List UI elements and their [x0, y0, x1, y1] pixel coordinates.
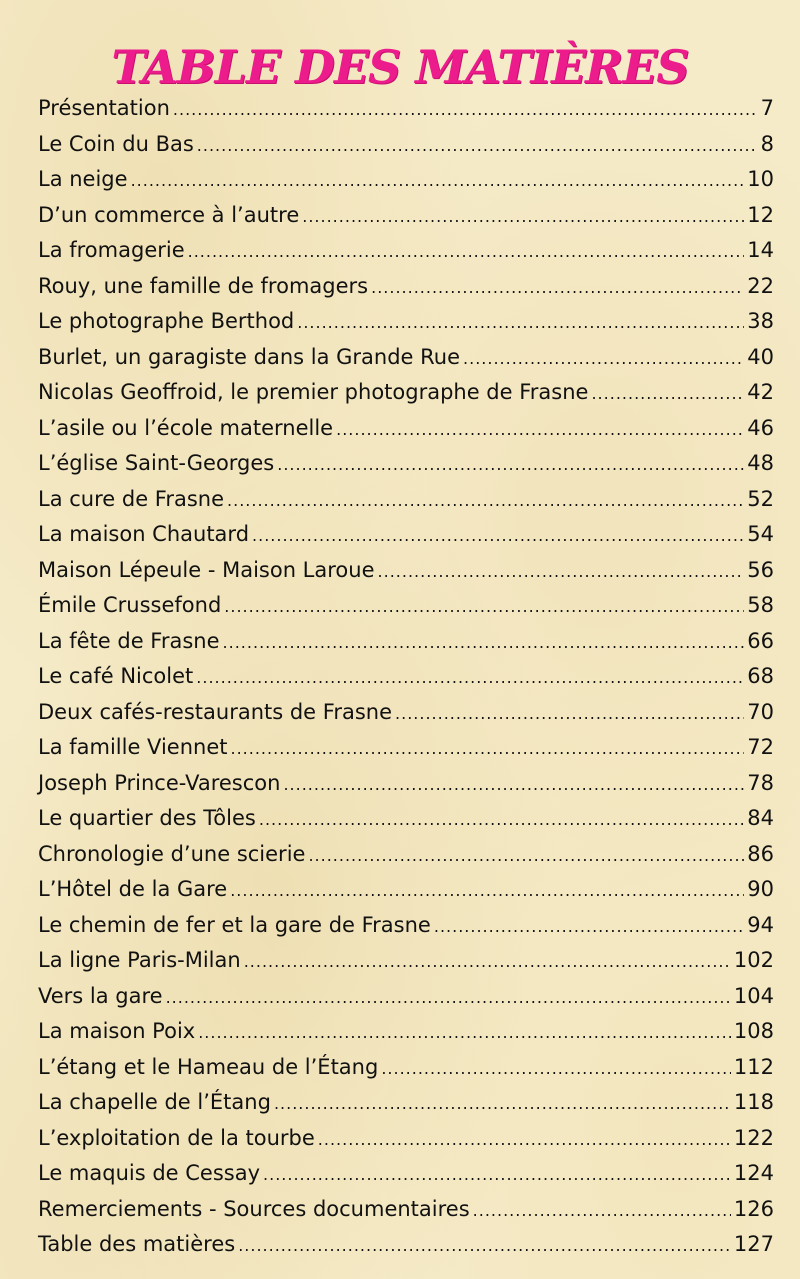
toc-entry-label: Maison Lépeule - Maison Laroue [38, 557, 375, 582]
dot-leader [230, 873, 744, 909]
toc-entry-page-number: 70 [747, 699, 774, 724]
toc-entry [38, 943, 774, 979]
table-of-contents [38, 91, 774, 1263]
toc-entry [38, 1085, 774, 1121]
toc-entry-page-number: 7 [760, 96, 774, 120]
toc-entry [38, 659, 774, 695]
dot-leader [463, 341, 744, 377]
toc-entry [38, 162, 774, 198]
toc-entry [38, 91, 774, 127]
dot-leader [227, 483, 744, 519]
toc-entry-page-number: 102 [733, 948, 774, 972]
toc-entry [38, 411, 774, 447]
toc-entry-label: Vers la gare [38, 983, 163, 1008]
toc-entry-label: Remerciements - Sources documentaires [38, 1196, 470, 1221]
toc-entry-label: La chapelle de l’Étang [38, 1090, 271, 1114]
toc-entry-label: L’exploitation de la tourbe [38, 1125, 315, 1150]
dot-leader [434, 909, 744, 945]
toc-entry-page-number: 94 [747, 912, 774, 937]
toc-entry-label: Le Coin du Bas [38, 131, 194, 156]
toc-entry-label: L’asile ou l’école maternelle [38, 415, 334, 440]
toc-entry-page-number: 124 [733, 1161, 774, 1185]
toc-entry-label: Le chemin de fer et la gare de Frasne [38, 912, 431, 937]
toc-entry-page-number: 86 [747, 841, 774, 866]
toc-entry [38, 801, 774, 837]
page-title: TABLE DES MATIÈRES [111, 39, 689, 94]
toc-entry-label: La famille Viennet [38, 735, 228, 759]
dot-leader [283, 767, 744, 803]
toc-entry [38, 624, 774, 660]
toc-entry [38, 979, 774, 1015]
dot-leader [308, 838, 744, 874]
toc-entry-page-number: 72 [747, 735, 774, 759]
toc-entry [38, 1156, 774, 1192]
toc-entry-page-number: 22 [747, 273, 774, 298]
toc-entry-label: D’un commerce à l’autre [38, 202, 300, 227]
toc-entry-label: Nicolas Geoffroid, le premier photographe de Frasne [38, 380, 589, 404]
toc-entry [38, 695, 774, 731]
dot-leader [231, 731, 745, 767]
toc-entry [38, 837, 774, 873]
toc-entry-label: Le photographe Berthod [38, 309, 295, 333]
toc-entry-label: Deux cafés-restaurants de Frasne [38, 699, 393, 724]
dot-leader [297, 305, 744, 341]
dot-leader [188, 234, 745, 270]
toc-entry [38, 766, 774, 802]
toc-entry-label: Le quartier des Tôles [38, 806, 256, 830]
dot-leader [223, 625, 745, 661]
dot-leader [277, 447, 744, 483]
dot-leader [378, 554, 745, 590]
dot-leader [259, 802, 744, 838]
toc-entry [38, 553, 774, 589]
toc-entry-page-number: 56 [747, 557, 774, 582]
toc-entry-page-number: 38 [747, 309, 774, 333]
toc-entry-page-number: 10 [747, 167, 774, 191]
toc-entry [38, 872, 774, 908]
toc-entry-label: La cure de Frasne [38, 486, 225, 511]
dot-leader [252, 518, 744, 554]
toc-entry-page-number: 68 [747, 664, 774, 688]
toc-entry-page-number: 78 [747, 770, 774, 795]
toc-entry [38, 1192, 774, 1228]
dot-leader [173, 92, 758, 128]
dot-leader [166, 980, 731, 1016]
toc-entry-label: La maison Poix [38, 1019, 196, 1043]
toc-entry-page-number: 108 [733, 1019, 774, 1043]
toc-entry-label: L’Hôtel de la Gare [38, 877, 228, 901]
toc-entry-label: Table des matières [38, 1232, 236, 1256]
dot-leader [318, 1122, 731, 1158]
toc-entry-page-number: 42 [747, 380, 774, 404]
dot-leader [302, 199, 744, 235]
toc-entry-page-number: 12 [747, 202, 774, 227]
toc-entry-page-number: 127 [733, 1232, 774, 1256]
toc-entry-page-number: 52 [747, 486, 774, 511]
toc-entry-page-number: 14 [747, 238, 774, 262]
dot-leader [274, 1086, 731, 1122]
dot-leader [263, 1157, 731, 1193]
toc-entry [38, 517, 774, 553]
toc-entry-page-number: 46 [747, 415, 774, 440]
toc-entry [38, 1050, 774, 1086]
toc-entry-page-number: 84 [747, 806, 774, 830]
toc-entry-page-number: 118 [733, 1090, 774, 1114]
toc-entry-label: Présentation [38, 96, 170, 120]
toc-entry-label: La neige [38, 167, 128, 191]
toc-entry-label: Le café Nicolet [38, 664, 194, 688]
dot-leader [198, 1015, 731, 1051]
toc-entry-page-number: 112 [733, 1054, 774, 1079]
toc-entry-label: Chronologie d’une scierie [38, 841, 306, 866]
dot-leader [591, 376, 744, 412]
dot-leader [473, 1193, 731, 1229]
toc-entry [38, 1121, 774, 1157]
toc-entry [38, 908, 774, 944]
toc-entry-label: La fête de Frasne [38, 628, 220, 653]
toc-entry [38, 233, 774, 269]
toc-entry-page-number: 90 [747, 877, 774, 901]
toc-entry [38, 269, 774, 305]
toc-entry-page-number: 48 [747, 451, 774, 475]
toc-entry-label: Burlet, un garagiste dans la Grande Rue [38, 344, 461, 369]
toc-entry-page-number: 126 [733, 1196, 774, 1221]
dot-leader [131, 163, 745, 199]
toc-entry [38, 588, 774, 624]
toc-entry [38, 482, 774, 518]
toc-entry-page-number: 8 [760, 131, 774, 156]
toc-entry-page-number: 104 [733, 983, 774, 1008]
toc-entry [38, 198, 774, 234]
toc-entry-label: Rouy, une famille de fromagers [38, 273, 369, 298]
toc-entry-label: La fromagerie [38, 238, 185, 262]
toc-entry-label: Le maquis de Cessay [38, 1161, 261, 1185]
dot-leader [224, 589, 744, 625]
dot-leader [197, 128, 758, 164]
dot-leader [371, 270, 744, 306]
toc-entry [38, 1227, 774, 1263]
toc-entry-page-number: 58 [747, 593, 774, 617]
toc-entry-label: L’étang et le Hameau de l’Étang [38, 1054, 379, 1079]
dot-leader [196, 660, 744, 696]
toc-entry-label: La maison Chautard [38, 522, 250, 546]
dot-leader [336, 412, 744, 448]
dot-leader [238, 1228, 731, 1264]
toc-entry-label: Joseph Prince-Varescon [38, 770, 281, 795]
toc-entry [38, 127, 774, 163]
dot-leader [395, 696, 744, 732]
toc-entry-label: Émile Crussefond [38, 593, 222, 617]
toc-entry-page-number: 66 [747, 628, 774, 653]
toc-entry [38, 340, 774, 376]
toc-entry [38, 446, 774, 482]
toc-entry-page-number: 40 [747, 344, 774, 369]
toc-entry-page-number: 54 [747, 522, 774, 546]
toc-entry-label: L’église Saint-Georges [38, 451, 275, 475]
dot-leader [381, 1051, 731, 1087]
toc-entry [38, 730, 774, 766]
toc-entry [38, 1014, 774, 1050]
toc-entry-label: La ligne Paris-Milan [38, 948, 241, 972]
toc-entry-page-number: 122 [733, 1125, 774, 1150]
toc-entry [38, 304, 774, 340]
toc-entry [38, 375, 774, 411]
dot-leader [244, 944, 731, 980]
